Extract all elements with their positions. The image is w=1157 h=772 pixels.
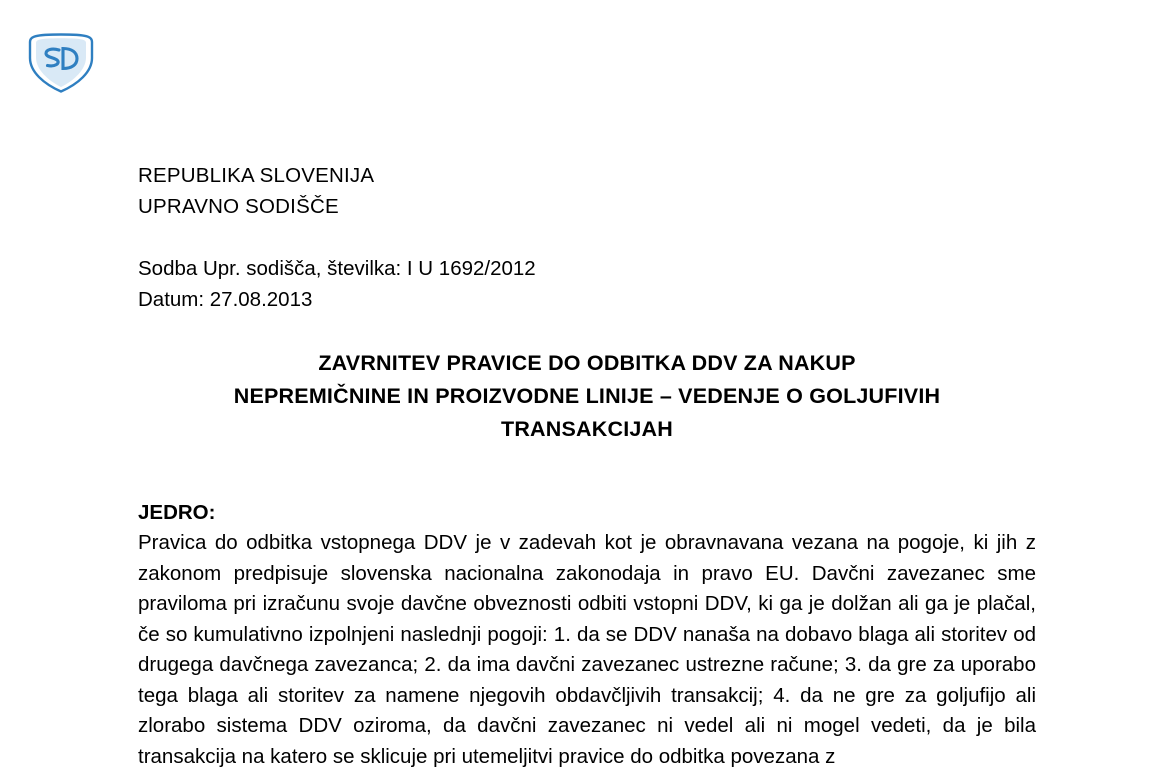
section-label-jedro: JEDRO:: [138, 501, 216, 524]
title-line-1: ZAVRNITEV PRAVICE DO ODBITKA DDV ZA NAKUP: [318, 351, 856, 375]
title-line-3: TRANSAKCIJAH: [500, 417, 674, 441]
case-date-line: Datum: 27.08.2013: [138, 288, 313, 311]
jedro-body: [138, 528, 1036, 772]
title-line-2: NEPREMIČNINE IN PROIZVODNE LINIJE – VEDENJE O GOLJUFIVIH: [233, 384, 941, 408]
header-line-court: UPRAVNO SODIŠČE: [138, 195, 339, 218]
court-header: [138, 160, 1036, 222]
sd-shield-logo-icon: [22, 32, 100, 94]
case-number-line: Sodba Upr. sodišča, številka: I U 1692/2012: [138, 257, 536, 280]
document-content: [138, 160, 1036, 772]
case-reference: [138, 253, 1036, 315]
page-title: [138, 347, 1036, 446]
header-line-country: REPUBLIKA SLOVENIJA: [138, 164, 375, 187]
jedro-paragraph: Pravica do odbitka vstopnega DDV je v zadevah kot je obravnavana vezana na pogoje, ki jih z zakonom predpisuje slovenska nacionalna zakonodaja in pravo EU. Davčni zavezanec sme praviloma pri izračunu svoje davčne obveznosti odbiti vstopni DDV, ki ga je dolžan ali ga je plačal, če so kumulativno izpolnjeni naslednji pogoji: 1. da se DDV nanaša na dobavo blaga ali storitev od drugega davčnega zavezanca; 2. da ima davčni zavezanec ustrezne račune; 3. da gre za uporabo tega blaga ali storitev za namene njegovih obdavčljivih transakcij; 4. da ne gre za goljufijo ali zlorabo sistema DDV oziroma, da davčni zavezanec ni vedel ali ni mogel vedeti, da je bila transakcija na katero se sklicuje pri utemeljitvi pravice do odbitka povezana z: [138, 531, 1036, 768]
